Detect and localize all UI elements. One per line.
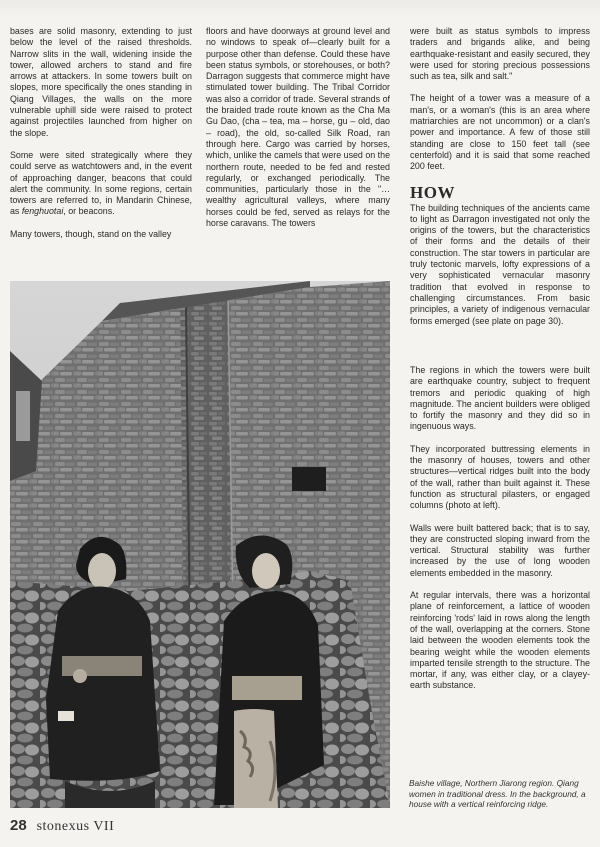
paragraph: The building techniques of the ancients came to light as Darragon investigated not only the origins of the towers, but the characteristics of their forms and the details of their construction. The star towers in particular are truly tectonic marvels, lofty expressions of a very sophisticated vernacular masonry tradition that evolved in response to challenging circumstances. From basic principles, a variety of indigenous vernacular forms emerged (see plate on page 30). bbox=[410, 202, 590, 326]
paragraph: At regular intervals, there was a horizontal plane of reinforcement, a lattice of wooden reinforcing 'rods' laid in rows along the length of the wall, overlapping at the corners. Stone laid between the wooden elements took the bearing weight while the wooden elements imparted tensile strength to the structure. The mortar, if any, was either clay, or a clayey-earth substance. bbox=[410, 590, 590, 691]
text-column-3 bbox=[410, 26, 590, 338]
page-footer bbox=[10, 817, 114, 835]
text-column-3-continued bbox=[410, 365, 590, 703]
photo-baishe-village bbox=[10, 281, 390, 808]
paragraph: The height of a tower was a measure of a man's, or a woman's (this is an area where matriarchies are not uncommon) or a clan's power and importance. A few of those still standing are close to 150 feet tall (see centerfold) and it is said that some reached 200 feet. bbox=[410, 93, 590, 172]
section-heading-how: HOW bbox=[410, 182, 455, 202]
photo-caption: Baishe village, Northern Jiarong region. Qiang women in traditional dress. In the background, a house with a vertical reinforcing ridge. bbox=[409, 778, 586, 809]
text-column-2 bbox=[206, 26, 390, 240]
text-column-1 bbox=[10, 26, 192, 251]
paragraph: They incorporated buttressing elements in the masonry of houses, towers and other structures—vertical ridges built into the body of the wall, rather than built against it. These function as structural pilasters, or engaged columns (photo at left). bbox=[410, 443, 590, 511]
paragraph: floors and have doorways at ground level and no windows to speak of—clearly built for a purpose other than defense. Could these have been status symbols, or storehouses, or both? Darragon suggests that commerce might have stimulated tower building. The Tribal Corridor was also a corridor of trade. Several strands of the braided trade route known as the Cha Ma Gu Dao, (cha – tea, ma – horse, gu – old, dao – road), the old, so-called Silk Road, ran through here. Cargo was carried by horses, which, unlike the camels that were used on the northern route, needed to be fed and rested regularly, or exchanged periodically. The communities, particularly those in the "…wealthy agricultural valleys, where many horses could be fed, served as relays for the horse caravans. The towers bbox=[206, 26, 391, 229]
paragraph: Walls were built battered back; that is to say, they are constructed sloping inward from the vertical. Structural stability was further increased by the use of long wooden elements embedded in the masonry. bbox=[410, 522, 590, 578]
paragraph: were built as status symbols to impress traders and brigands alike, and being earthquake-resistant and easily secured, they were used for storing precious possessions such as tea, silk and salt." bbox=[410, 26, 590, 82]
paragraph: bases are solid masonry, extending to just below the level of the raised thresholds. Narrow slits in the wall, widening inside the tower, allowed archers to stand and fire arrows at attackers. In some towers built on slopes, more specifically the ones standing in Qiang Villages, the walls on the more vulnerable uphill side were raised to protect against projectiles launched from higher on the slope. bbox=[10, 26, 192, 138]
italic-term: fenghuotai bbox=[21, 206, 64, 217]
paragraph: Some were sited strategically where they could serve as watchtowers and, in the event of approaching danger, beacons that could alert the community. In some regions, certain towers are referred to, in Mandarin Chinese, as fenghuotai, or beacons. bbox=[10, 149, 192, 217]
magazine-name: stonexus VII bbox=[36, 819, 115, 834]
top-band bbox=[0, 0, 600, 18]
paragraph: The regions in which the towers were built are earthquake country, subject to frequent tremors and periodic quaking of high magnitude. The ancient builders were obliged to fortify the masonry and they did so in ingenuous ways. bbox=[410, 365, 590, 432]
paragraph: Many towers, though, stand on the valley bbox=[10, 228, 172, 239]
page-number: 28 bbox=[10, 817, 27, 834]
